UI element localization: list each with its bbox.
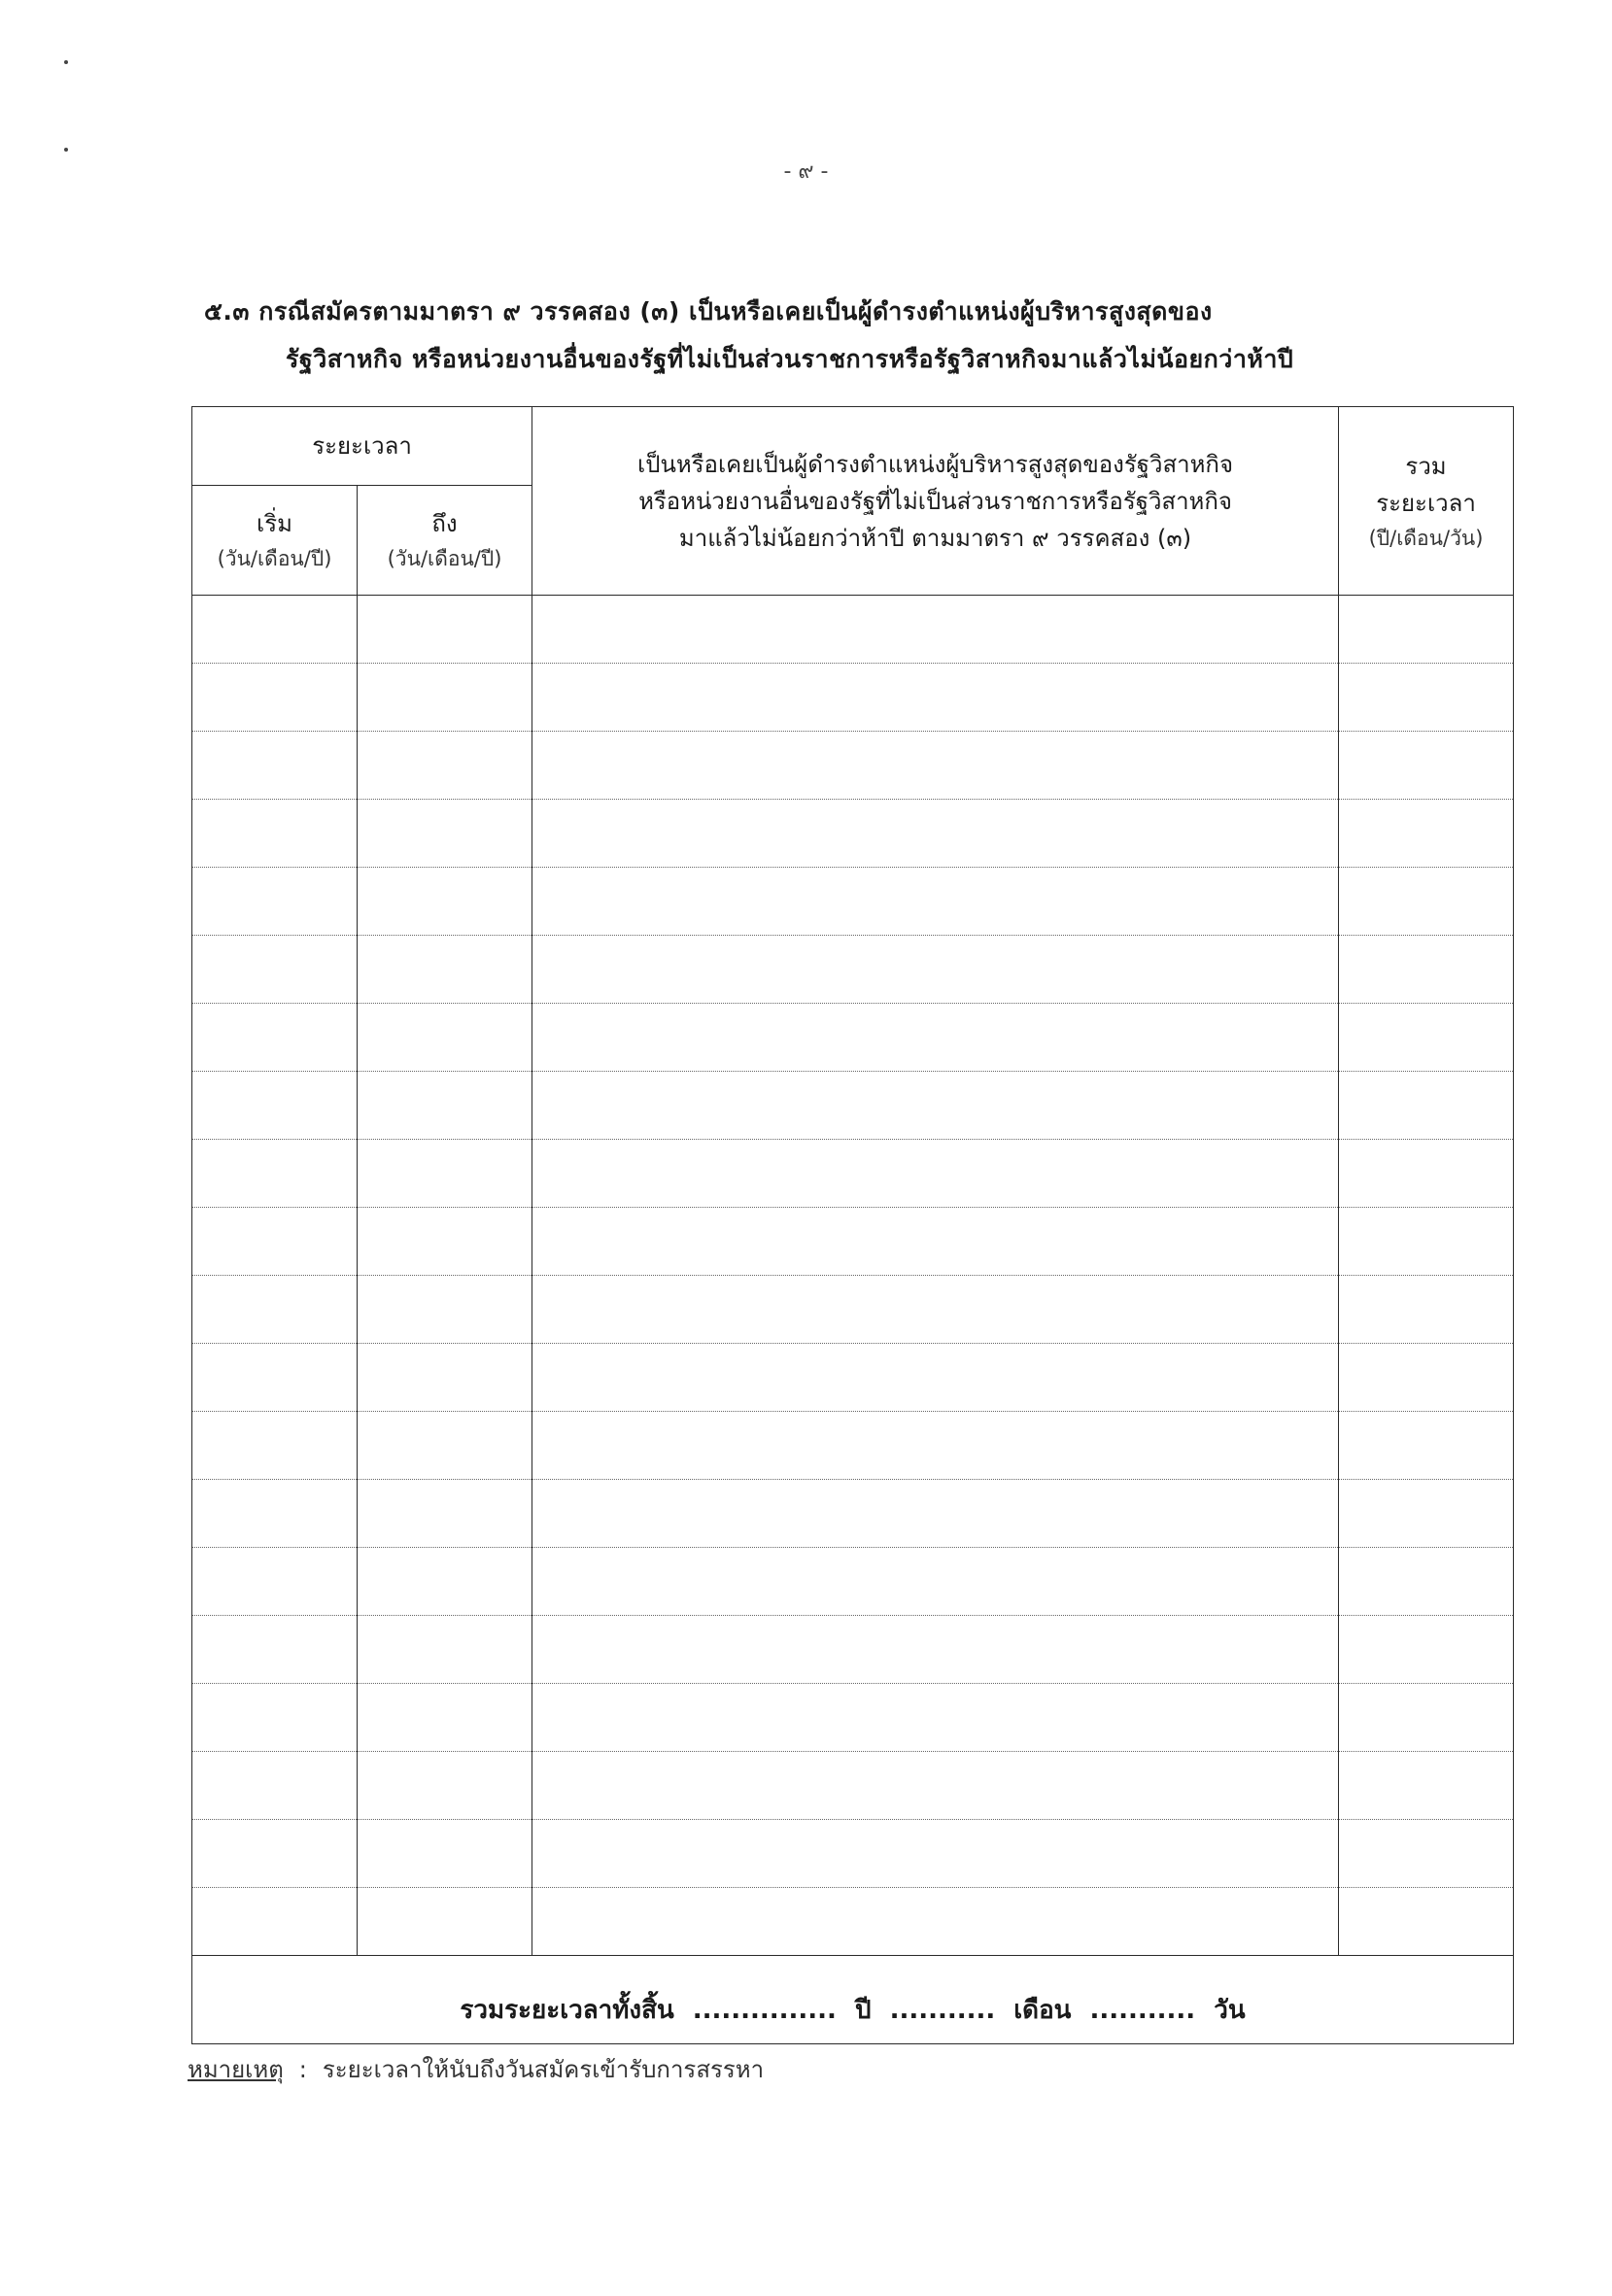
grand-total-row	[192, 1956, 1514, 2044]
total-period-cell[interactable]	[1339, 1072, 1514, 1140]
start-date-cell[interactable]	[192, 936, 358, 1004]
total-period-header-unit: (ปี/เดือน/วัน)	[1368, 526, 1484, 550]
table-row	[192, 596, 1514, 664]
table-row	[192, 1684, 1514, 1752]
description-cell[interactable]	[532, 1004, 1339, 1072]
end-date-cell[interactable]	[358, 1820, 532, 1888]
end-date-cell[interactable]	[358, 868, 532, 936]
start-date-cell[interactable]	[192, 732, 358, 800]
description-cell[interactable]	[532, 1548, 1339, 1616]
start-date-cell[interactable]	[192, 1072, 358, 1140]
total-period-cell[interactable]	[1339, 936, 1514, 1004]
start-date-cell[interactable]	[192, 1548, 358, 1616]
total-period-header	[1339, 407, 1514, 596]
end-date-cell[interactable]	[358, 800, 532, 868]
description-cell[interactable]	[532, 1616, 1339, 1684]
table-row	[192, 1820, 1514, 1888]
total-period-cell[interactable]	[1339, 732, 1514, 800]
start-date-cell[interactable]	[192, 1208, 358, 1276]
total-period-header-line1: รวม	[1405, 452, 1447, 480]
section-heading-line2: รัฐวิสาหกิจ หรือหน่วยงานอื่นของรัฐที่ไม่เป็นส่วนราชการหรือรัฐวิสาหกิจมาแล้วไม่น้อยกว่าห้าปี	[286, 345, 1294, 373]
start-date-cell[interactable]	[192, 1004, 358, 1072]
table-row	[192, 936, 1514, 1004]
description-header-line1: เป็นหรือเคยเป็นผู้ดำรงตำแหน่งผู้บริหารสูงสุดของรัฐวิสาหกิจ	[637, 450, 1234, 478]
end-date-cell[interactable]	[358, 1888, 532, 1956]
table-row	[192, 800, 1514, 868]
description-cell[interactable]	[532, 664, 1339, 732]
section-heading	[204, 288, 1506, 383]
end-date-cell[interactable]	[358, 1616, 532, 1684]
description-cell[interactable]	[532, 1140, 1339, 1208]
scan-speck	[64, 60, 68, 64]
description-header-line2: หรือหน่วยงานอื่นของรัฐที่ไม่เป็นส่วนราชการหรือรัฐวิสาหกิจ	[638, 487, 1232, 515]
footnote-text: ระยะเวลาให้นับถึงวันสมัครเข้ารับการสรรหา	[322, 2056, 765, 2083]
end-date-cell[interactable]	[358, 1344, 532, 1412]
end-date-cell[interactable]	[358, 1208, 532, 1276]
description-cell[interactable]	[532, 1208, 1339, 1276]
table-row	[192, 1140, 1514, 1208]
description-cell[interactable]	[532, 1344, 1339, 1412]
grand-total-days-field[interactable]: ...........	[1089, 1996, 1196, 2025]
grand-total-years-unit: ปี	[855, 1996, 872, 2025]
description-cell[interactable]	[532, 936, 1339, 1004]
start-date-cell[interactable]	[192, 1344, 358, 1412]
end-date-cell[interactable]	[358, 1548, 532, 1616]
description-cell[interactable]	[532, 1072, 1339, 1140]
end-date-cell[interactable]	[358, 1480, 532, 1548]
end-date-header	[358, 486, 532, 596]
section-heading-line1: ๕.๓ กรณีสมัครตามมาตรา ๙ วรรคสอง (๓) เป็นหรือเคยเป็นผู้ดำรงตำแหน่งผู้บริหารสูงสุดของ	[204, 297, 1213, 326]
grand-total-days-unit: วัน	[1214, 1996, 1246, 2025]
start-date-cell[interactable]	[192, 1684, 358, 1752]
total-period-cell[interactable]	[1339, 664, 1514, 732]
end-date-cell[interactable]	[358, 596, 532, 664]
total-period-cell[interactable]	[1339, 1344, 1514, 1412]
grand-total-cell	[192, 1956, 1514, 2044]
table-row	[192, 1752, 1514, 1820]
start-date-cell[interactable]	[192, 1616, 358, 1684]
description-cell[interactable]	[532, 1888, 1339, 1956]
start-date-unit: (วัน/เดือน/ปี)	[217, 547, 332, 570]
grand-total-months-unit: เดือน	[1013, 1996, 1072, 2025]
table-row	[192, 1888, 1514, 1956]
end-date-cell[interactable]	[358, 1072, 532, 1140]
grand-total-label: รวมระยะเวลาทั้งสิ้น	[460, 1996, 674, 2025]
description-cell[interactable]	[532, 1412, 1339, 1480]
end-date-cell[interactable]	[358, 1276, 532, 1344]
end-date-cell[interactable]	[358, 1140, 532, 1208]
start-date-cell[interactable]	[192, 1888, 358, 1956]
description-cell[interactable]	[532, 800, 1339, 868]
table-row	[192, 1548, 1514, 1616]
total-period-cell[interactable]	[1339, 800, 1514, 868]
table-header-row	[192, 407, 1514, 486]
total-period-cell[interactable]	[1339, 1684, 1514, 1752]
total-period-cell[interactable]	[1339, 1820, 1514, 1888]
footnote-label: หมายเหตุ	[188, 2056, 284, 2083]
description-cell[interactable]	[532, 596, 1339, 664]
end-date-cell[interactable]	[358, 664, 532, 732]
total-period-cell[interactable]	[1339, 1208, 1514, 1276]
description-cell[interactable]	[532, 1684, 1339, 1752]
table-row	[192, 1480, 1514, 1548]
end-date-cell[interactable]	[358, 732, 532, 800]
description-cell[interactable]	[532, 1276, 1339, 1344]
total-period-cell[interactable]	[1339, 1004, 1514, 1072]
total-period-cell[interactable]	[1339, 1752, 1514, 1820]
description-cell[interactable]	[532, 1480, 1339, 1548]
end-date-cell[interactable]	[358, 936, 532, 1004]
start-date-cell[interactable]	[192, 596, 358, 664]
end-date-cell[interactable]	[358, 1684, 532, 1752]
start-date-cell[interactable]	[192, 1752, 358, 1820]
table-row	[192, 1344, 1514, 1412]
total-period-cell[interactable]	[1339, 1140, 1514, 1208]
grand-total-months-field[interactable]: ...........	[889, 1996, 996, 2025]
start-date-cell[interactable]	[192, 664, 358, 732]
total-period-cell[interactable]	[1339, 1616, 1514, 1684]
end-date-cell[interactable]	[358, 1004, 532, 1072]
total-period-header-line2: ระยะเวลา	[1376, 489, 1476, 517]
description-header-line3: มาแล้วไม่น้อยกว่าห้าปี ตามมาตรา ๙ วรรคสอง (๓)	[678, 524, 1192, 552]
start-date-header	[192, 486, 358, 596]
scan-speck	[64, 148, 68, 152]
period-header: ระยะเวลา	[192, 407, 532, 486]
page-number: - ๙ -	[783, 159, 829, 184]
footnote-separator: :	[298, 2056, 307, 2083]
start-date-cell[interactable]	[192, 1480, 358, 1548]
table-row	[192, 1072, 1514, 1140]
table-row	[192, 1004, 1514, 1072]
start-date-cell[interactable]	[192, 868, 358, 936]
experience-table	[191, 406, 1514, 2044]
start-date-label: เริ่ม	[257, 510, 292, 537]
table-row	[192, 1276, 1514, 1344]
end-date-cell[interactable]	[358, 1752, 532, 1820]
start-date-cell[interactable]	[192, 800, 358, 868]
total-period-cell[interactable]	[1339, 1548, 1514, 1616]
table-row	[192, 1412, 1514, 1480]
total-period-cell[interactable]	[1339, 596, 1514, 664]
grand-total-years-field[interactable]: ...............	[692, 1996, 837, 2025]
end-date-unit: (วัน/เดือน/ปี)	[387, 547, 502, 570]
description-cell[interactable]	[532, 1820, 1339, 1888]
total-period-cell[interactable]	[1339, 1888, 1514, 1956]
table-row	[192, 664, 1514, 732]
end-date-label: ถึง	[431, 510, 458, 537]
table-row	[192, 1616, 1514, 1684]
total-period-cell[interactable]	[1339, 1276, 1514, 1344]
start-date-cell[interactable]	[192, 1412, 358, 1480]
footnote	[188, 2050, 764, 2088]
description-header	[532, 407, 1339, 596]
start-date-cell[interactable]	[192, 1820, 358, 1888]
total-period-cell[interactable]	[1339, 1412, 1514, 1480]
table-row	[192, 732, 1514, 800]
start-date-cell[interactable]	[192, 1276, 358, 1344]
total-period-cell[interactable]	[1339, 868, 1514, 936]
end-date-cell[interactable]	[358, 1412, 532, 1480]
description-cell[interactable]	[532, 732, 1339, 800]
table-row	[192, 1208, 1514, 1276]
description-cell[interactable]	[532, 868, 1339, 936]
start-date-cell[interactable]	[192, 1140, 358, 1208]
total-period-cell[interactable]	[1339, 1480, 1514, 1548]
table-row	[192, 868, 1514, 936]
description-cell[interactable]	[532, 1752, 1339, 1820]
